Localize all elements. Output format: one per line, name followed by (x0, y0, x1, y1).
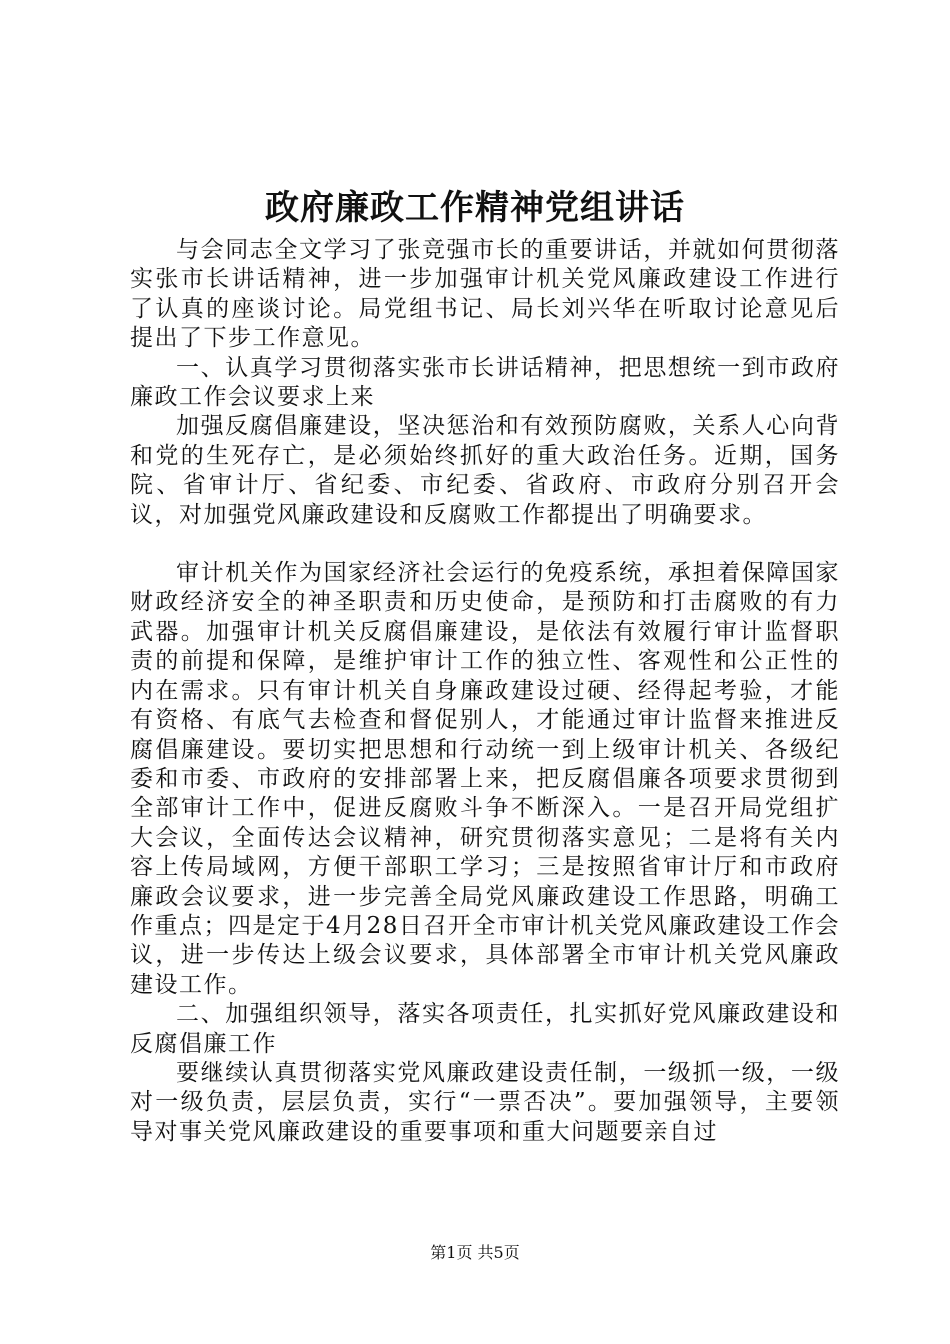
document-title: 政府廉政工作精神党组讲话 (265, 188, 685, 228)
paragraph-audit-organs: 审计机关作为国家经济社会运行的免疫系统，承担着保障国家财政经济安全的神圣职责和历史使命，是预防和打击腐败的有力武器。加强审计机关反腐倡廉建设，是依法有效履行审计监督职责的前提和保障，是维护审计工作的独立性、客观性和公正性的内在需求。只有审计机关自身廉政建设过硬、经得起考验，才能有资格、有底气去检查和督促别人，才能通过审计监督来推进反腐倡廉建设。要切实把思想和行动统一到上级审计机关、各级纪委和市委、市政府的安排部署上来，把反腐倡廉各项要求贯彻到全部审计工作中，促进反腐败斗争不断深入。一是召开局党组扩大会议，全面传达会议精神，研究贯彻落实意见；二是将有关内容上传局域网，方便干部职工学习；三是按照省审计厅和市政府廉政会议要求，进一步完善全局党风廉政建设工作思路，明确工作重点；四是定于4月28日召开全市审计机关党风廉政建设工作会议，进一步传达上级会议要求，具体部署全市审计机关党风廉政建设工作。 (130, 560, 840, 998)
paragraph-anti-corruption: 加强反腐倡廉建设，坚决惩治和有效预防腐败，关系人心向背和党的生死存亡，是必须始终抓好的重大政治任务。近期，国务院、省审计厅、省纪委、市纪委、省政府、市政府分别召开会议，对加强党风廉政建设和反腐败工作都提出了明确要求。 (130, 413, 840, 528)
page-number-footer: 第1页 共5页 (430, 1243, 520, 1262)
paragraph-spacer (130, 530, 840, 559)
section-heading-2: 二、加强组织领导，落实各项责任，扎实抓好党风廉政建设和反腐倡廉工作 (130, 1001, 840, 1057)
paragraph-responsibility: 要继续认真贯彻落实党风廉政建设责任制，一级抓一级，一级对一级负责，层层负责，实行“一票否决”。要加强领导，主要领导对事关党风廉政建设的重要事项和重大问题要亲自过 (130, 1059, 840, 1145)
paragraph-intro: 与会同志全文学习了张竞强市长的重要讲话，并就如何贯彻落实张市长讲话精神，进一步加强审计机关党风廉政建设工作进行了认真的座谈讨论。局党组书记、局长刘兴华在听取讨论意见后提出了下步工作意见。 (130, 237, 840, 352)
section-heading-1: 一、认真学习贯彻落实张市长讲话精神，把思想统一到市政府廉政工作会议要求上来 (130, 354, 840, 411)
document-body (130, 236, 840, 1147)
